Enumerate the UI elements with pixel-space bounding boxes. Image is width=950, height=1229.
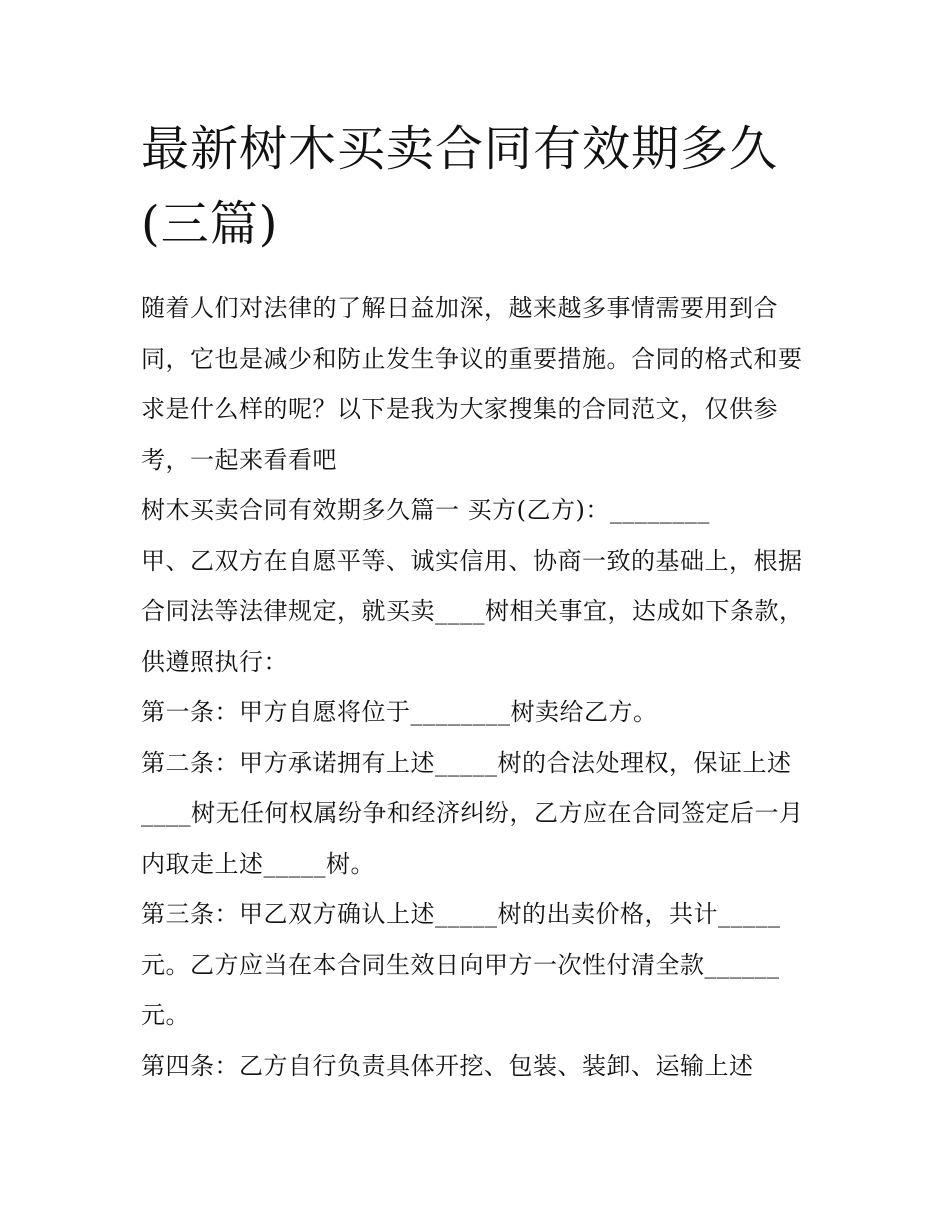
clause-1: 第一条：甲方自愿将位于________树卖给乙方。 (141, 698, 658, 726)
clause-2: 第二条：甲方承诺拥有上述_____树的合法处理权，保证上述____树无任何权属纷争和经济纠纷，乙方应在合同签定后一月内取走上述_____树。 (141, 748, 804, 878)
document-body (141, 283, 821, 1091)
clause-4: 第四条：乙方自行负责具体开挖、包装、装卸、运输上述 (141, 1051, 754, 1080)
clause-3: 第三条：甲乙双方确认上述_____树的出卖价格，共计_____元。乙方应当在本合同生效日向甲方一次性付清全款______元。 (141, 900, 781, 1029)
preamble-paragraph: 甲、乙双方在自愿平等、诚实信用、协商一致的基础上，根据合同法等法律规定，就买卖____树相关事宜，达成如下条款，供遵照执行： (141, 546, 804, 676)
document-title (141, 112, 821, 262)
document-page (141, 112, 821, 1091)
section-heading-buyer: 树木买卖合同有效期多久篇一 买方(乙方)：________ (141, 496, 710, 524)
title-line-2: (三篇) (141, 196, 279, 252)
title-line-1: 最新树木买卖合同有效期多久 (141, 121, 779, 177)
intro-paragraph: 随着人们对法律的了解日益加深，越来越多事情需要用到合同，它也是减少和防止发生争议的重要措施。合同的格式和要求是什么样的呢？以下是我为大家搜集的合同范文，仅供参考，一起来看看吧 (141, 294, 803, 474)
